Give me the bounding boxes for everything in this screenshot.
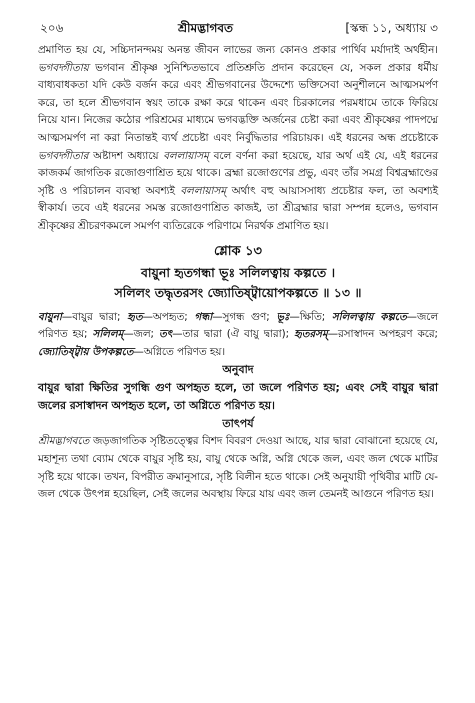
synonym-meaning: —তার দ্বারা (ঐ বায়ু দ্বারা);: [172, 328, 295, 341]
purport-heading: তাৎপর্য: [222, 417, 254, 431]
purport-text: অর্থাৎ বহু আয়াসসাধ্য প্রচেষ্টার ফল, তা অবশ্যই স্বীকার্য। তবে এই ধরনের সমস্ত রজোগুণাশ্রিত কাজই, তা শ্রীব্রহ্মার দ্বারা সম্পন্ন হলেও, ভগবান শ্রীকৃষ্ণের শ্রীচরণকমলে সমর্পণ ব্যতিরেকে পরিণামে নিরর্থক প্রমাণিত হয়।: [38, 184, 438, 232]
synonym-word: সলিলত্বায় কল্পতে: [331, 310, 407, 323]
synonym-meaning: —জলে পরিণত হয়;: [38, 310, 438, 341]
synonym-word: ভূঃ: [276, 310, 290, 323]
page-number: ২০৬: [40, 21, 64, 35]
purport-italic: বললায়াসম্: [180, 184, 227, 197]
synonym-word: হৃত: [127, 310, 143, 323]
synonym-word: তৎ: [159, 328, 173, 341]
purport-text: অষ্টাদশ অধ্যায়ে: [88, 149, 164, 162]
purport-text: ভগবান শ্রীকৃষ্ণ সুনিশ্চিতভাবে প্রতিশ্রুতি প্রদান করেছেন যে, সকল প্রকার ধর্মীয় বাধ্যবাধকতা যদি কেউ বর্জন করে এবং শ্রীভগবানের উদ্দেশ্যে ভক্তিসেবা অনুশীলনে আত্মসমর্পণ করে, তা হলে শ্রীভগবান স্বয়ং তাকে রক্ষা করে থাকেন এবং চিরকালের পরমধামে তাকে ফিরিয়ে নিয়ে যান। নিজের কঠোর পরিশ্রমের মাধ্যমে ভগবদ্ভক্তি অর্জনের চেষ্টা করা এবং শ্রীকৃষ্ণের পাদপদ্মে আত্মসমর্পণ না করা নিতান্তই ব্যর্থ প্রচেষ্টা এবং নির্বুদ্ধিতার পরিচায়ক। এই ধরনের অন্ধ প্রচেষ্টাকে: [38, 61, 438, 144]
translation-text: বায়ুর দ্বারা ক্ষিতির সুগন্ধি গুণ অপহৃত হলে, তা জলে পরিণত হয়; এবং সেই বায়ুর দ্বারা জলের রসাস্বাদন অপহৃত হলে, তা অগ্নিতে পরিণত হয়।: [38, 381, 438, 413]
synonym-word: বায়ুনা: [38, 310, 62, 323]
purport-italic-lead: শ্রীমদ্ভাগবতে: [38, 435, 90, 448]
purport-continuation: [38, 42, 438, 236]
synonyms: [38, 309, 438, 362]
synonym-word: জ্যোতিষ্ট্বায় উপকল্পতে: [38, 345, 134, 358]
sloka-heading: শ্লোক ১৩: [213, 243, 263, 259]
synonym-meaning: —বায়ুর দ্বারা;: [61, 310, 128, 323]
verse-line-2: সলিলং তদ্ধৃতরসং জ্যোতিষ্ট্বায়োপকল্পতে ॥ ১৩ ॥: [114, 284, 362, 300]
purport-italic: ভগবদ্গীতার: [38, 149, 89, 162]
purport-italic: ভগবদ্গীতায়: [38, 61, 89, 74]
synonym-meaning: —অপহৃত;: [142, 310, 195, 323]
synonym-meaning: —ক্ষিতি;: [289, 310, 332, 323]
translation-heading: অনুবাদ: [222, 363, 254, 377]
purport-text: বলে বর্ণনা করা হয়েছে, যার অর্থ এই যে, এই ধরনের কাজকর্ম জাগতিক রজোগুণাশ্রিত হয়ে থাকে। ব্রহ্মা রজোগুণের প্রভু, এবং তাঁর সমগ্র বিশ্বব্রহ্মাণ্ডের সৃষ্টি ও পরিচালন ব্যবস্থা অবশ্যই: [38, 149, 438, 197]
chapter-reference: [স্কন্ধ ১১, অধ্যায় ৩: [345, 21, 438, 35]
page: [38, 20, 438, 504]
book-title: শ্রীমদ্ভাগবত: [178, 21, 234, 35]
synonym-meaning: —জল;: [123, 328, 160, 341]
purport-text: প্রমাণিত হয় যে, সচ্চিদানন্দময় অনন্ত জীবন লাভের জন্য কোনও প্রকার পার্থিব মর্যাদাই অর্থহীন।: [38, 44, 438, 56]
synonym-meaning: —অগ্নিতে পরিণত হয়।: [133, 345, 225, 358]
purport-italic: বললায়াসম্: [163, 149, 209, 162]
purport-text: জড়জাগতিক সৃষ্টিতত্ত্বের বিশদ বিবরণ দেওয়া আছে, যার দ্বারা বোঝানো হয়েছে যে, মহাশূন্য তথা ব্যোম থেকে বায়ুর সৃষ্টি হয়, বায়ু থেকে অগ্নি, অগ্নি থেকে জল, এবং জল থেকে মাটির সৃষ্টি হয়ে থাকে। তখন, বিপরীত ক্রমানুসারে, সৃষ্টি বিলীন হতে থাকে। সেই অনুযায়ী পৃথিবীর মাটি যে-জল থেকে উৎপন্ন হয়েছিল, সেই জলের অবস্থায় ফিরে যায় এবং জল তেমনই আগুনে পরিণত হয়।: [38, 435, 439, 501]
purport-body: [38, 433, 438, 503]
synonym-word: হৃতরসম্: [294, 328, 328, 341]
synonym-meaning: —সুগন্ধ গুণ;: [212, 310, 277, 323]
synonym-word: সলিলম্: [92, 328, 124, 341]
synonym-word: গন্ধা: [194, 310, 213, 323]
verse-line-1: বায়ুনা হৃতগন্ধা ভূঃ সলিলত্বায় কল্পতে ।: [140, 264, 336, 280]
page-header: [38, 20, 438, 42]
synonym-meaning: —রসাস্বাদন অপহরণ করে;: [327, 328, 438, 341]
